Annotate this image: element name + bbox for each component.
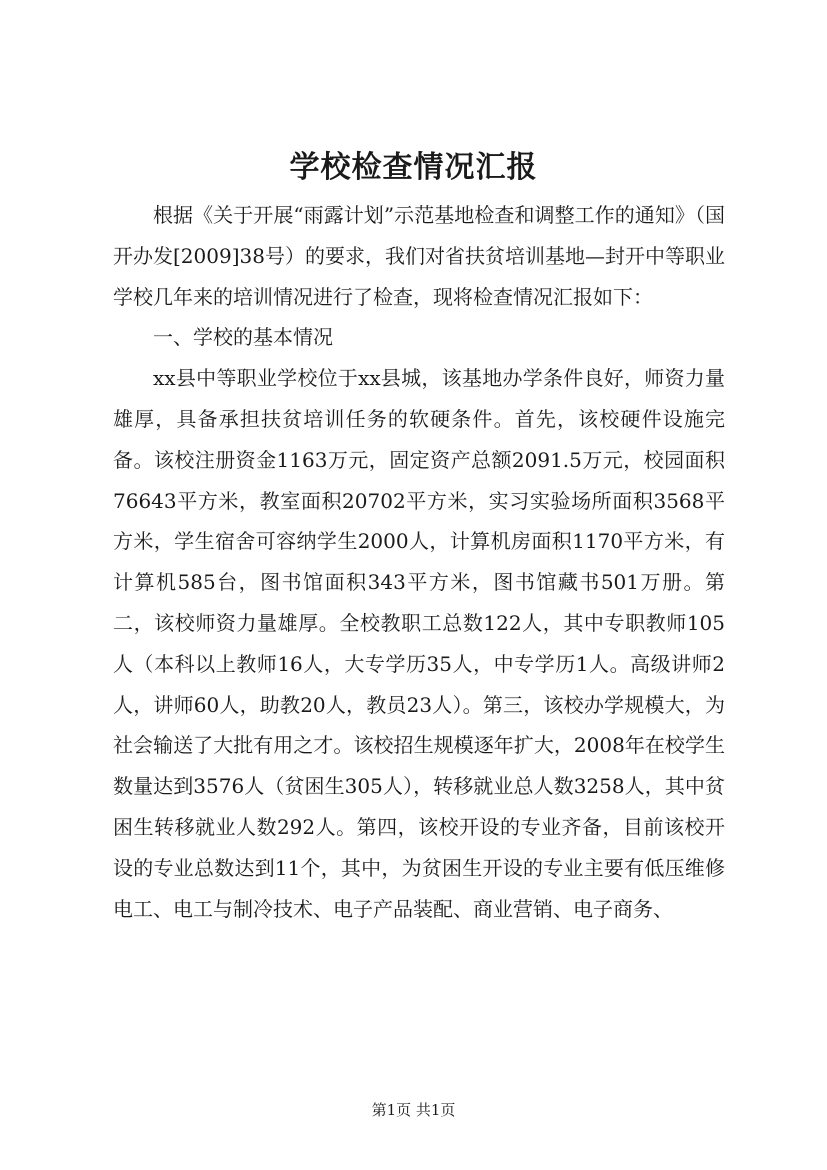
document-title: 学校检查情况汇报 — [289, 150, 538, 185]
document-body — [113, 195, 725, 929]
page-footer: 第1页 共1页 — [371, 1101, 456, 1119]
section-heading: 一、学校的基本情况 — [153, 325, 333, 350]
paragraph-basic-info: xx县中等职业学校位于xx县城，该基地办学条件良好，师资力量雄厚，具备承担扶贫培训任务的软硬条件。首先，该校硬件设施完备。该校注册资金1163万元，固定资产总额2091.5万元，校园面积76643平方米，教室面积20702平方米，实习实验场所面积3568平方米，学生宿舍可容纳学生2000人，计算机房面积1170平方米，有计算机585台，图书馆面积343平方米，图书馆藏书501万册。第二，该校师资力量雄厚。全校教职工总数122人，其中专职教师105人（本科以上教师16人，大专学历35人，中专学历1人。高级讲师2人，讲师60人，助教20人，教员23人）。第三，该校办学规模大，为社会输送了大批有用之才。该校招生规模逐年扩大，2008年在校学生数量达到3576人（贫困生305人），转移就业总人数3258人，其中贫困生转移就业人数292人。第四，该校开设的专业齐备，目前该校开设的专业总数达到11个，其中，为贫困生开设的专业主要有低压维修电工、电工与制冷技术、电子产品装配、商业营销、电子商务、 — [113, 366, 725, 921]
paragraph-intro: 根据《关于开展“雨露计划”示范基地检查和调整工作的通知》（国开办发[2009]38号）的要求，我们对省扶贫培训基地—封开中等职业学校几年来的培训情况进行了检查，现将检查情况汇报如下： — [113, 203, 725, 309]
